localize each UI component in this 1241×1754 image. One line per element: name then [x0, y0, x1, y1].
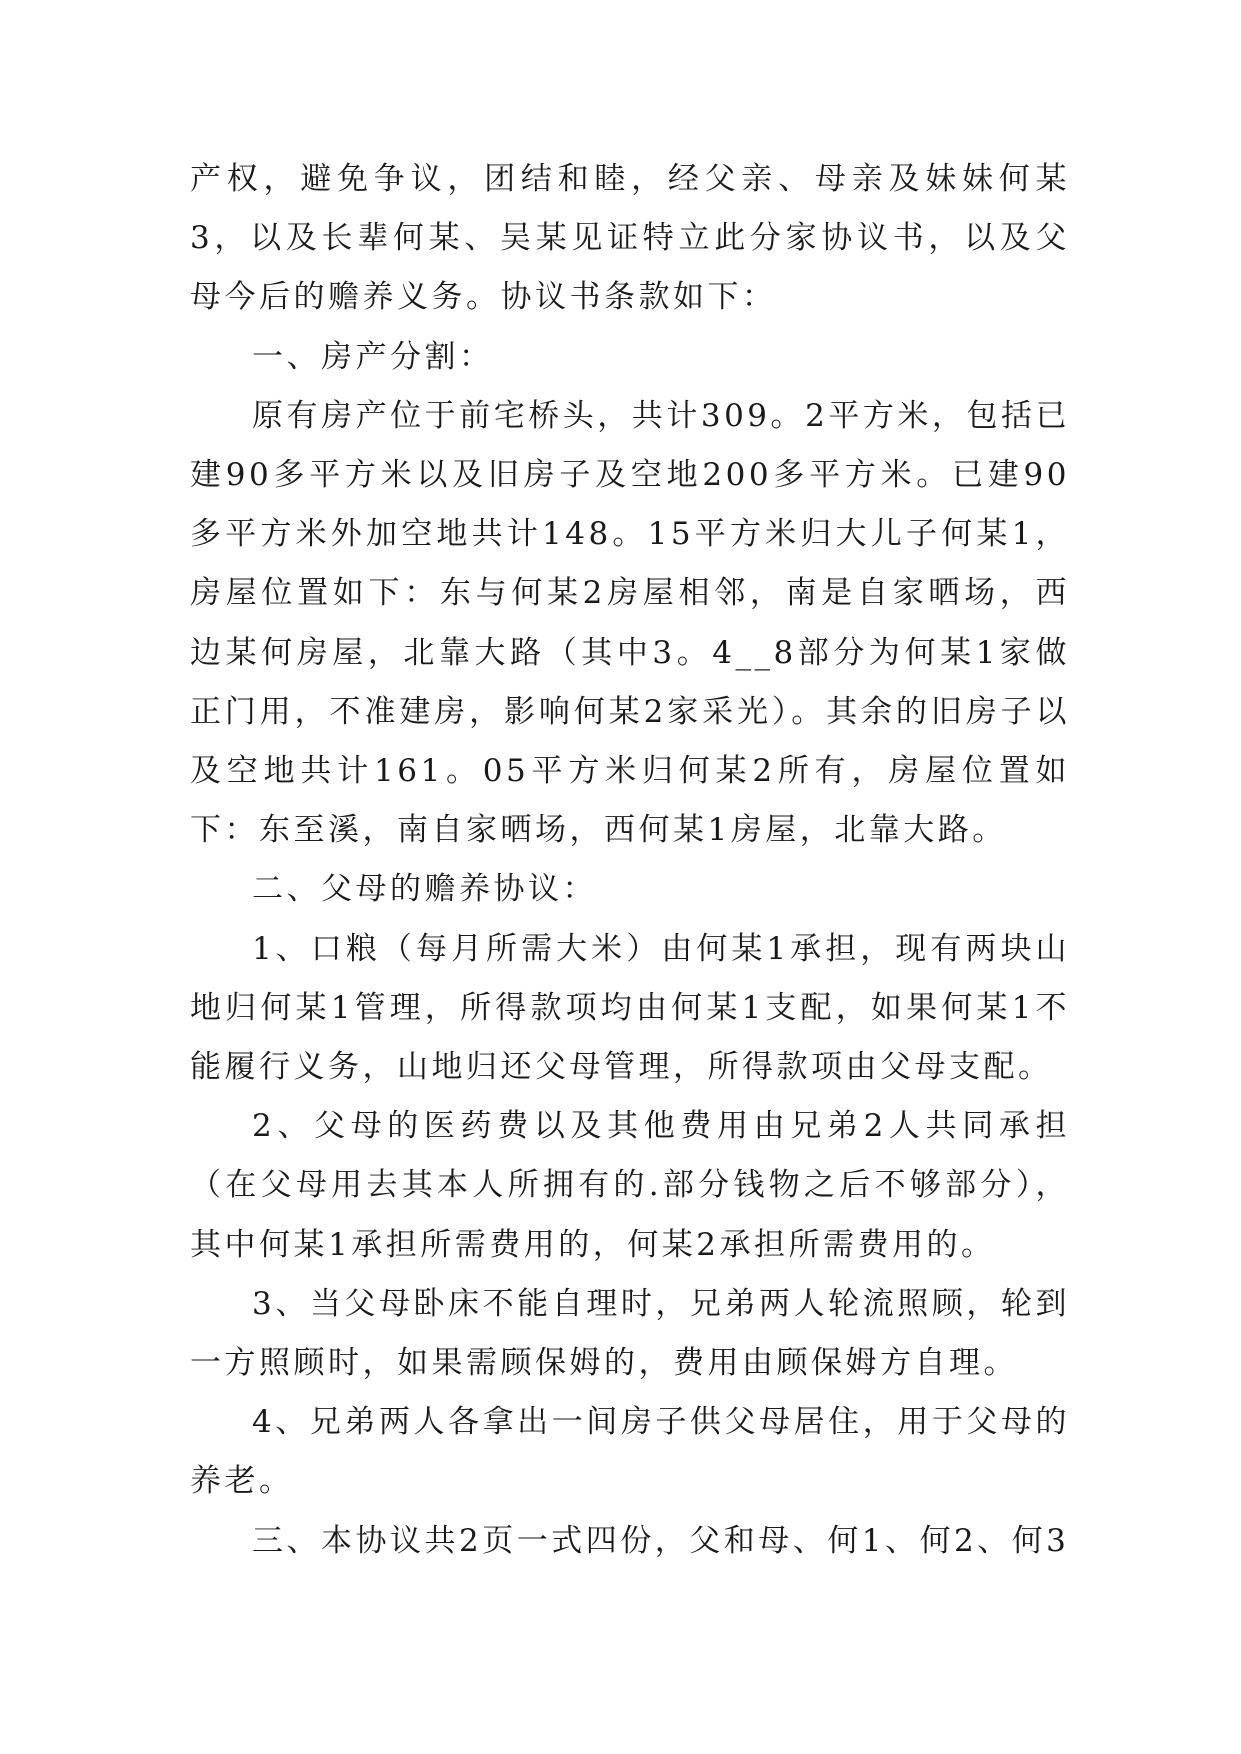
section-heading-copies: 三、本协议共2页一式四份，父和母、何1、何2、何3	[252, 1522, 1070, 1559]
clause-3: 3、当父母卧床不能自理时，兄弟两人轮流照顾，轮到一方照顾时，如果需顾保姆的，费用由顾保姆方自理。	[190, 1285, 1070, 1382]
clause-1: 1、口粮（每月所需大米）由何某1承担，现有两块山地归何某1管理，所得款项均由何某1支配，如果何某1不能履行义务，山地归还父母管理，所得款项由父母支配。	[190, 930, 1070, 1086]
section-heading-support: 二、父母的赡养协议：	[252, 871, 597, 908]
paragraph-property-division: 原有房产位于前宅桥头，共计309。2平方米，包括已建90多平方米以及旧房子及空地200多平方米。已建90多平方米外加空地共计148。15平方米归大儿子何某1，房屋位置如下：东与何某2房屋相邻，南是自家晒场，西边某何房屋，北靠大路（其中3。4__8部分为何某1家做正门用，不准建房，影响何某2家采光）。其余的旧房子以及空地共计161。05平方米归何某2所有，房屋位置如下：东至溪，南自家晒场，西何某1房屋，北靠大路。	[190, 397, 1070, 849]
document-page	[190, 150, 1070, 1571]
paragraph-intro: 产权，避免争议，团结和睦，经父亲、母亲及妹妹何某3，以及长辈何某、吴某见证特立此分家协议书，以及父母今后的赡养义务。协议书条款如下：	[190, 161, 1070, 316]
clause-2: 2、父母的医药费以及其他费用由兄弟2人共同承担（在父母用去其本人所拥有的.部分钱物之后不够部分），其中何某1承担所需费用的，何某2承担所需费用的。	[190, 1108, 1070, 1263]
section-heading-property: 一、房产分割：	[252, 338, 494, 375]
clause-4: 4、兄弟两人各拿出一间房子供父母居住，用于父母的养老。	[190, 1404, 1070, 1500]
